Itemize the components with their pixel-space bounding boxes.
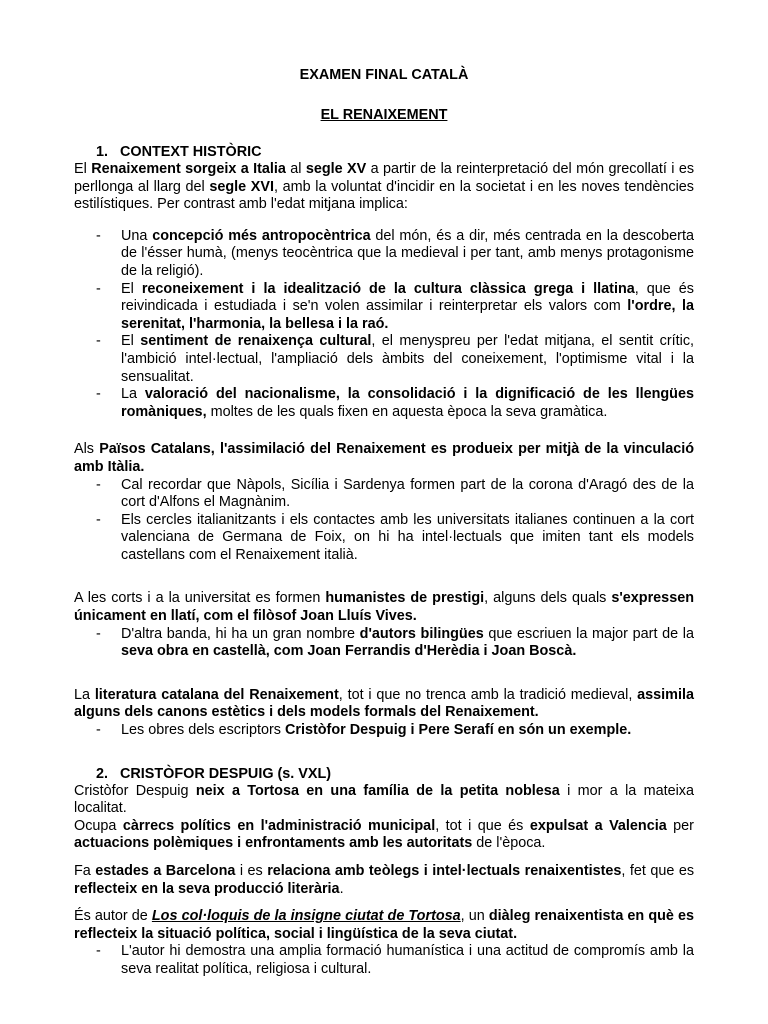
section-title: CRISTÒFOR DESPUIG (s. VXL) xyxy=(120,765,332,782)
text-run: El xyxy=(121,333,141,350)
list-item xyxy=(74,943,694,978)
bullet-list-bilingues xyxy=(74,626,694,661)
text-run: i es xyxy=(235,863,268,879)
list-item xyxy=(74,281,694,334)
bold-run: assimila alguns dels canons estètics i dels models formals del Renaixement. xyxy=(74,686,694,721)
section-heading-despuig xyxy=(96,766,694,783)
text-run: Fa xyxy=(74,863,96,879)
bold-run: actuacions polèmiques i enfrontaments amb les autoritats xyxy=(74,835,473,852)
bullet-dash: - xyxy=(96,280,101,297)
bullet-dash: - xyxy=(96,333,101,350)
text-run: , tot i que no trenca amb la tradició medieval, xyxy=(338,686,638,703)
bold-run: segle XVI xyxy=(209,178,274,195)
bullet-dash: - xyxy=(96,476,101,493)
bold-run: literatura catalana del Renaixement xyxy=(94,686,339,703)
text-run: moltes de les quals fixen en aquesta època la seva gramàtica. xyxy=(206,403,608,420)
section-title: CONTEXT HISTÒRIC xyxy=(120,144,262,160)
text-run: Cristòfor Despuig xyxy=(74,782,196,799)
text-run: que escriuen la major part de la xyxy=(483,625,694,642)
bold-run: neix a Tortosa en una família de la petita noblesa xyxy=(195,782,560,799)
text-run: L'autor hi demostra una amplia formació humanística i una actitud de compromís amb la seva realitat política, religiosa i cultural. xyxy=(121,943,694,977)
work-title: Los col·loquis de la insigne ciutat de Tortosa xyxy=(151,908,461,925)
text-run: , alguns dels quals xyxy=(484,590,612,607)
bold-run: s'expressen únicament en llatí, com el filòsof Joan Lluís Vives. xyxy=(74,590,694,625)
paragraph-intro xyxy=(74,161,694,214)
paragraph-literatura-catalana xyxy=(74,687,694,722)
text-run: . xyxy=(339,880,344,897)
text-run: Als xyxy=(74,441,100,458)
text-run: del món, és a dir, més centrada en la descoberta de l'ésser humà, (menys teocèntrica que la medieval i per tant, amb menys protagonisme de la religió). xyxy=(121,227,694,279)
bold-run: Cristòfor Despuig i Pere Serafí en són un exemple. xyxy=(284,722,632,739)
bold-run: càrrecs polítics en l'administració municipal xyxy=(122,817,436,834)
text-run: El xyxy=(74,161,92,177)
bold-run: sentiment de renaixença cultural xyxy=(140,333,372,350)
bullet-dash: - xyxy=(96,625,101,642)
text-run: El xyxy=(121,280,142,297)
text-run: Els cercles italianitzants i els contactes amb les universitats italianes continuen a la cort valenciana de Germana de Foix, on hi ha intel·lectuals que imiten tant els models castellans com el Renaixement italià. xyxy=(121,511,694,563)
bold-run: diàleg renaixentista en què es reflecteix la situació política, social i lingüística de la seva ciutat. xyxy=(74,908,694,942)
text-run: A les corts i a la universitat es formen xyxy=(74,590,326,607)
bold-run: d'autors bilingües xyxy=(359,625,484,642)
bold-run: seva obra en castellà, com Joan Ferrandis d'Herèdia i Joan Boscà. xyxy=(121,643,577,660)
paragraph-humanistes xyxy=(74,590,694,625)
paragraph-despuig-estades xyxy=(74,863,694,898)
paragraph-paisos-catalans xyxy=(74,441,694,476)
text-run: per xyxy=(666,817,694,834)
section-number: 1. xyxy=(96,144,109,160)
bold-run: Renaixement sorgeix a Italia xyxy=(91,161,286,177)
text-run: al xyxy=(285,161,306,177)
section-number: 2. xyxy=(96,765,109,782)
text-run: D'altra banda, hi ha un gran nombre xyxy=(121,625,360,642)
text-run: de l'època. xyxy=(472,835,546,852)
text-run: , que és reivindicada i estudiada i se'n volen assimilar i reinterpretar els valors com xyxy=(121,280,694,315)
paragraph-despuig-carrecs xyxy=(74,818,694,853)
text-run: a partir de la reinterpretació del món grecollatí i es perllonga al llarg del xyxy=(74,161,695,195)
list-item xyxy=(74,626,694,661)
section-heading-context xyxy=(96,144,694,161)
bold-run: Països Catalans, l'assimilació del Renaixement es produeix per mitjà de la vinculació amb Itàlia. xyxy=(74,441,694,475)
paragraph-despuig-obra xyxy=(74,908,694,943)
bullet-list-escriptors xyxy=(74,722,694,740)
bullet-list-despuig xyxy=(74,943,694,978)
bullet-dash: - xyxy=(96,511,101,528)
text-run: , tot i que és xyxy=(435,817,530,834)
text-run: i mor a la mateixa localitat. xyxy=(74,782,694,817)
document-subtitle: EL RENAIXEMENT xyxy=(320,107,448,123)
list-item xyxy=(74,386,694,421)
list-item xyxy=(74,477,694,512)
text-run: , el menyspreu per l'edat mitjana, el sentit crític, l'ambició intel·lectual, l'ampliació dels àmbits del coneixement, l'optimisme vital i la sensualitat. xyxy=(121,333,695,385)
text-run: , un xyxy=(460,908,489,925)
text-run: La xyxy=(121,386,145,403)
list-item xyxy=(74,228,694,281)
text-run: Ocupa xyxy=(74,817,123,834)
document-title: EXAMEN FINAL CATALÀ xyxy=(299,67,469,83)
bold-run: estades a Barcelona xyxy=(95,863,236,879)
bold-run: expulsat a Valencia xyxy=(529,817,667,834)
list-item xyxy=(74,333,694,386)
bullet-list-implications xyxy=(74,228,694,422)
bold-run: relaciona amb teòlegs i intel·lectuals renaixentistes xyxy=(267,863,622,879)
text-run: Una xyxy=(121,227,153,244)
bold-run: concepció més antropocèntrica xyxy=(152,227,371,244)
bold-run: segle XV xyxy=(305,161,367,177)
bullet-dash: - xyxy=(96,722,101,739)
bullet-dash: - xyxy=(96,943,101,960)
bold-run: l'ordre, la serenitat, l'harmonia, la bellesa i la raó. xyxy=(121,298,695,332)
text-run: , fet que es xyxy=(621,863,695,879)
text-run: Cal recordar que Nàpols, Sicília i Sardenya formen part de la corona d'Aragó des de la cort d'Alfons el Magnànim. xyxy=(121,476,694,511)
text-run: La xyxy=(74,686,95,703)
list-item xyxy=(74,722,694,740)
bold-run: valoració del nacionalisme, la consolidació i la dignificació de les llengües romàniques, xyxy=(121,386,694,420)
bold-run: reflecteix en la seva producció literària xyxy=(74,880,340,897)
text-run: És autor de xyxy=(74,908,152,925)
bullet-list-italia xyxy=(74,477,694,565)
bullet-dash: - xyxy=(96,227,101,244)
paragraph-despuig-origen xyxy=(74,783,694,818)
text-run: Les obres dels escriptors xyxy=(121,722,285,739)
bold-run: humanistes de prestigi xyxy=(325,590,485,607)
bold-run: reconeixement i la idealització de la cultura clàssica grega i llatina xyxy=(141,280,635,297)
bullet-dash: - xyxy=(96,386,101,403)
text-run: , amb la voluntat d'incidir en la societat i en les noves tendències estilístiques. Per contrast amb l'edat mitjana implica: xyxy=(74,178,694,213)
list-item xyxy=(74,512,694,565)
